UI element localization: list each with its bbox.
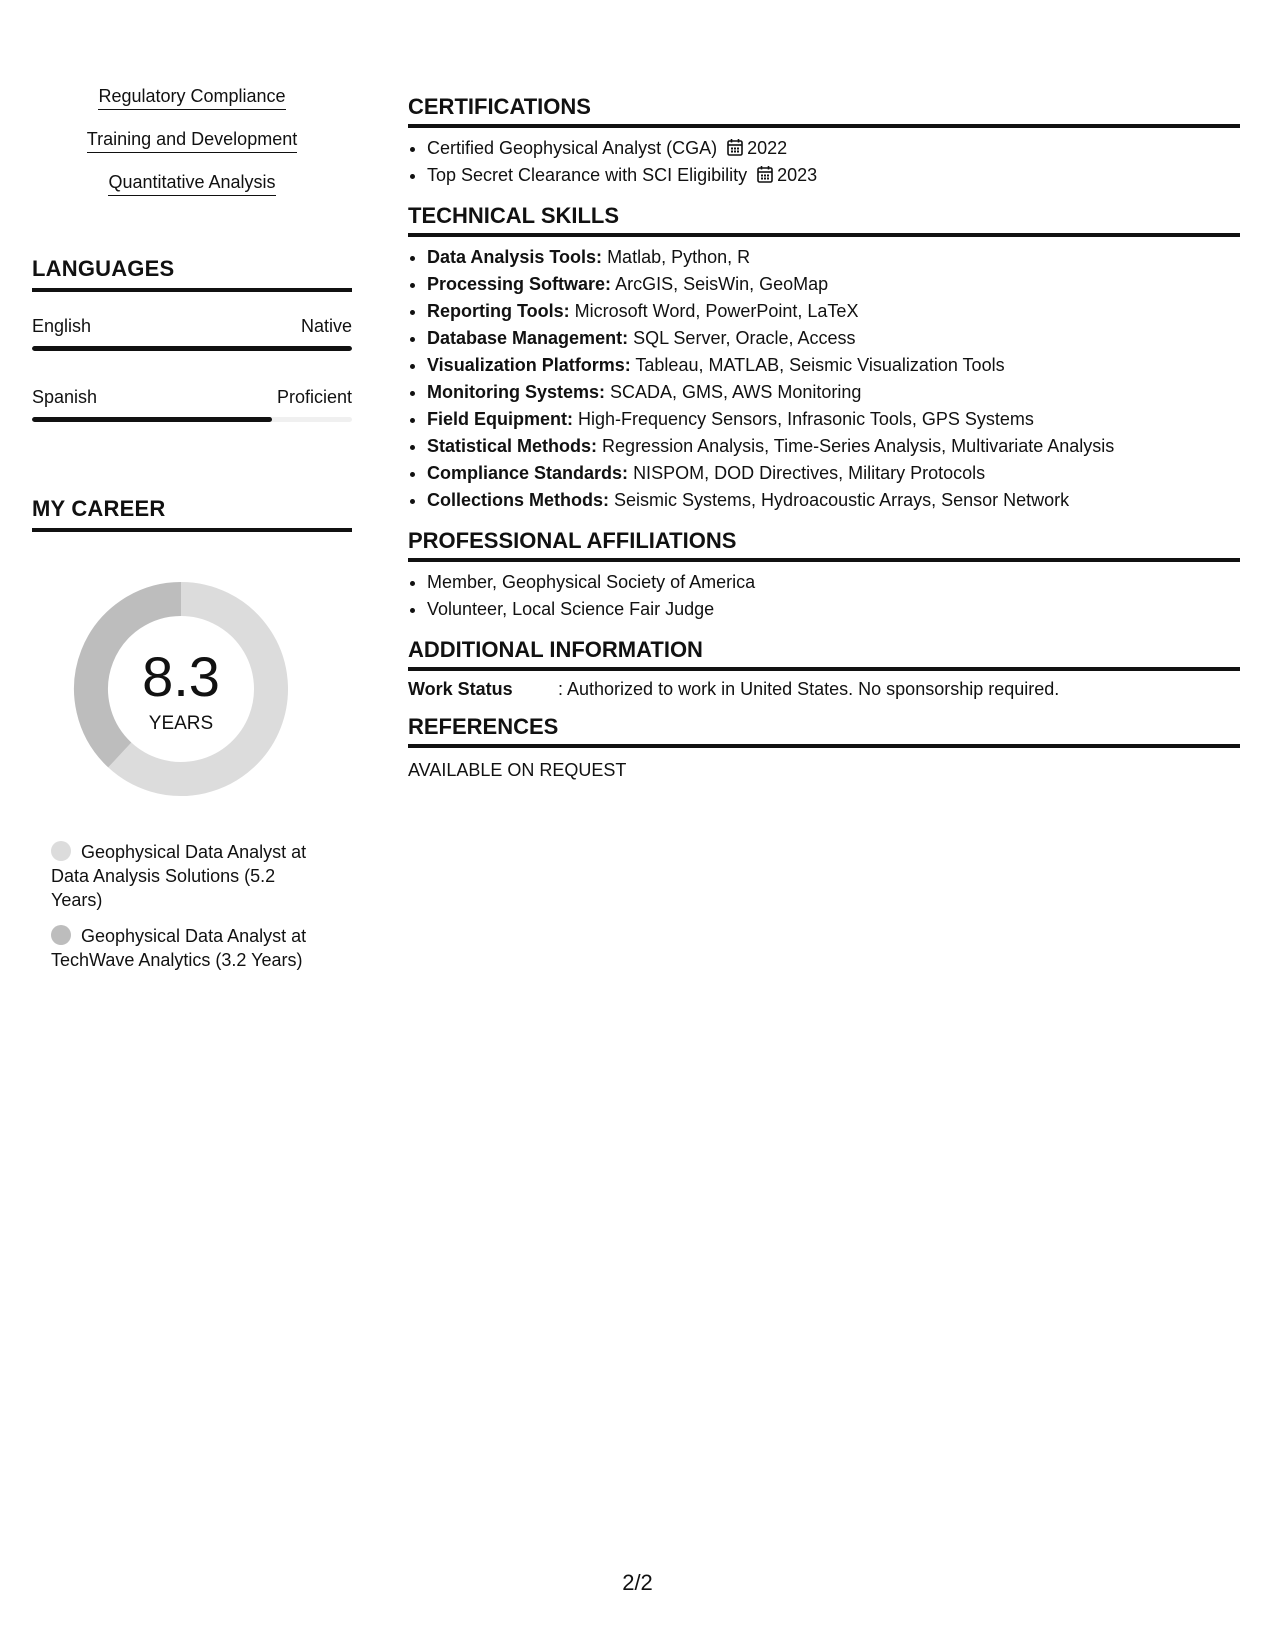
career-legend-label: Geophysical Data Analyst at Data Analysis Solutions (5.2 Years) [51, 842, 307, 910]
references-title: REFERENCES [408, 714, 1240, 748]
certification-year: 2023 [777, 165, 818, 185]
certification-item [427, 162, 1240, 189]
skill-label: Reporting Tools: [427, 301, 570, 321]
legend-dot-icon [51, 841, 71, 861]
skill-item [427, 325, 1240, 352]
skill-value: Seismic Systems, Hydroacoustic Arrays, Sensor Network [614, 490, 1070, 510]
skill-tag: Regulatory Compliance [98, 86, 285, 110]
work-status-row [408, 679, 1240, 700]
affiliation-item: • Member, Geophysical Society of America [427, 569, 1240, 596]
skill-value: SCADA, GMS, AWS Monitoring [610, 382, 862, 402]
career-total-unit: YEARS [148, 713, 214, 734]
language-bar [32, 417, 352, 422]
language-row [32, 387, 352, 408]
career-legend-item [51, 924, 322, 972]
certifications-title: CERTIFICATIONS [408, 94, 1240, 128]
skill-value: SQL Server, Oracle, Access [633, 328, 856, 348]
skill-tag: Training and Development [87, 129, 297, 153]
donut-center [66, 574, 296, 804]
skill-tags [32, 86, 352, 196]
additional-info-title: ADDITIONAL INFORMATION [408, 637, 1240, 671]
skill-item [427, 487, 1240, 514]
certification-name: Certified Geophysical Analyst (CGA) [427, 138, 718, 158]
career-legend-label: Geophysical Data Analyst at TechWave Analytics (3.2 Years) [51, 926, 307, 970]
technical-skills-title: TECHNICAL SKILLS [408, 203, 1240, 237]
skill-item [427, 271, 1240, 298]
career-legend [32, 840, 322, 972]
certification-item [427, 135, 1240, 162]
technical-skills-list [408, 244, 1240, 514]
skill-item [427, 352, 1240, 379]
affiliations-title: PROFESSIONAL AFFILIATIONS [408, 528, 1240, 562]
language-bar-fill [32, 346, 352, 351]
technical-skills-section [408, 203, 1240, 514]
skill-label: Compliance Standards: [427, 463, 629, 483]
career-title: MY CAREER [32, 496, 352, 532]
language-row [32, 316, 352, 337]
affiliations-section [408, 528, 1240, 623]
skill-label: Field Equipment: [427, 409, 573, 429]
skill-item [427, 433, 1240, 460]
career-total-years: 8.3 [142, 645, 220, 708]
language-level: Native [300, 316, 352, 336]
languages-title: LANGUAGES [32, 256, 352, 292]
skill-item [427, 244, 1240, 271]
language-bar [32, 346, 352, 351]
left-column [32, 86, 352, 970]
language-name: English [32, 316, 92, 336]
certification-name: Top Secret Clearance with SCI Eligibility [427, 165, 748, 185]
page-number: 2/2 [622, 1570, 653, 1595]
work-status-label: Work Status [408, 679, 513, 699]
skill-label: Database Management: [427, 328, 629, 348]
language-name: Spanish [32, 387, 98, 407]
skill-value: High-Frequency Sensors, Infrasonic Tools, GPS Systems [578, 409, 1034, 429]
skill-value: Regression Analysis, Time-Series Analysis, Multivariate Analysis [602, 436, 1115, 456]
skill-label: Visualization Platforms: [427, 355, 631, 375]
legend-dot-icon [51, 925, 71, 945]
right-column [408, 94, 1240, 795]
affiliations-list [408, 569, 1240, 623]
references-text: AVAILABLE ON REQUEST [408, 760, 627, 780]
skill-value: Tableau, MATLAB, Seismic Visualization Tools [635, 355, 1005, 375]
skill-label: Data Analysis Tools: [427, 247, 603, 267]
skill-value: Matlab, Python, R [607, 247, 751, 267]
skill-item [427, 298, 1240, 325]
skill-item [427, 379, 1240, 406]
certifications-list [408, 135, 1240, 189]
additional-info-section [408, 637, 1240, 700]
skill-item [427, 460, 1240, 487]
calendar-icon [727, 138, 743, 156]
skill-value: ArcGIS, SeisWin, GeoMap [615, 274, 829, 294]
work-status-value: : Authorized to work in United States. No sponsorship required. [558, 679, 1060, 699]
skill-value: Microsoft Word, PowerPoint, LaTeX [574, 301, 859, 321]
calendar-icon [757, 165, 773, 183]
skill-label: Processing Software: [427, 274, 612, 294]
affiliation-item: • Volunteer, Local Science Fair Judge [427, 596, 1240, 623]
skill-label: Collections Methods: [427, 490, 610, 510]
skill-item [427, 406, 1240, 433]
career-section [32, 496, 352, 984]
skill-label: Statistical Methods: [427, 436, 598, 456]
skill-label: Monitoring Systems: [427, 382, 606, 402]
certifications-section [408, 94, 1240, 189]
career-donut-chart [66, 574, 296, 804]
certification-year: 2022 [747, 138, 788, 158]
languages-section [32, 256, 352, 422]
skill-value: NISPOM, DOD Directives, Military Protocols [633, 463, 986, 483]
skill-tag: Quantitative Analysis [108, 172, 275, 196]
language-level: Proficient [276, 387, 352, 407]
references-section [408, 714, 1240, 781]
language-bar-fill [32, 417, 272, 422]
career-legend-item [51, 840, 322, 912]
